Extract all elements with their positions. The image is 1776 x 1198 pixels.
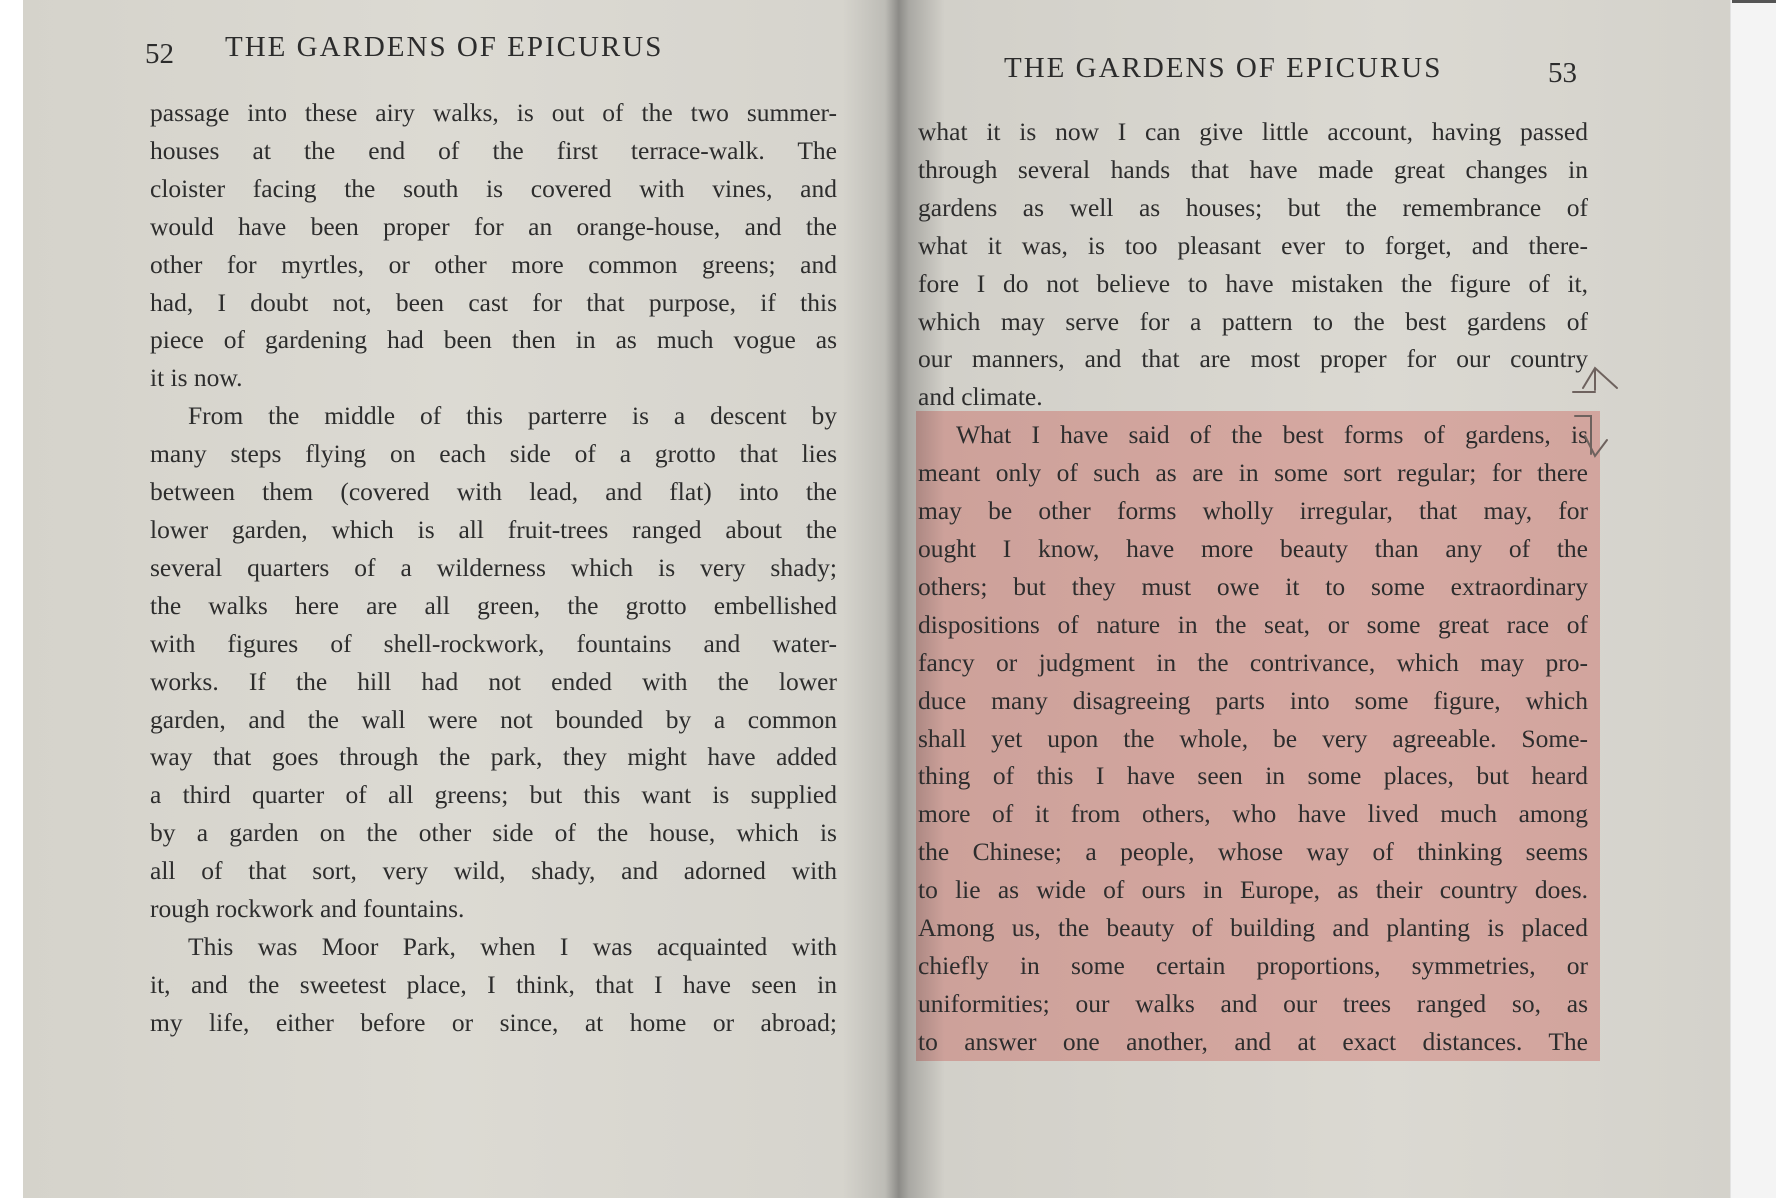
arrow-up-mark-icon — [1565, 358, 1627, 462]
text-line: my life, either before or since, at home or abroad; — [150, 1007, 837, 1037]
left-page-text — [150, 94, 837, 1042]
text-line: gardens as well as houses; but the remembrance of — [918, 192, 1588, 222]
text-line: houses at the end of the first terrace-walk. The — [150, 135, 837, 165]
text-line: ought I know, have more beauty than any of the — [918, 533, 1588, 563]
text-line: more of it from others, who have lived much among — [918, 799, 1588, 829]
text-line: others; but they must owe it to some extraordinary — [918, 571, 1588, 601]
scrollbar-thumb[interactable] — [1732, 0, 1776, 3]
paragraph — [918, 113, 1588, 416]
vertical-scrollbar[interactable] — [1730, 0, 1776, 1198]
paragraph — [150, 928, 837, 1042]
text-line: passage into these airy walks, is out of the two summer- — [150, 98, 837, 127]
text-line: piece of gardening had been then in as much vogue as — [150, 325, 837, 355]
text-line: rough rockwork and fountains. — [150, 894, 465, 924]
text-line: to lie as wide of ours in Europe, as their country does. — [918, 875, 1588, 905]
text-line: other for myrtles, or other more common greens; and — [150, 249, 837, 279]
text-line: would have been proper for an orange-house, and the — [150, 211, 837, 241]
text-line: works. If the hill had not ended with the lower — [150, 666, 837, 696]
text-line: our manners, and that are most proper for our country — [918, 344, 1588, 374]
text-line: which may serve for a pattern to the best gardens of — [918, 306, 1588, 336]
text-line: way that goes through the park, they might have added — [150, 742, 837, 772]
text-line: chiefly in some certain proportions, symmetries, or — [918, 950, 1588, 980]
right-page-text — [918, 113, 1588, 1061]
text-line: and climate. — [918, 382, 1043, 412]
text-line: shall yet upon the whole, be very agreeable. Some- — [918, 723, 1588, 753]
text-line: to answer one another, and at exact distances. The — [918, 1026, 1588, 1056]
text-line: may be other forms wholly irregular, that may, for — [918, 496, 1588, 526]
text-line: it is now. — [150, 363, 243, 393]
text-line: cloister facing the south is covered with vines, and — [150, 173, 837, 203]
right-page-number: 53 — [1548, 57, 1577, 89]
text-line: dispositions of nature in the seat, or some great race of — [918, 609, 1588, 639]
text-line: between them (covered with lead, and flat) into the — [150, 477, 837, 507]
text-line: thing of this I have seen in some places, but heard — [918, 761, 1588, 791]
text-line: uniformities; our walks and our trees ranged so, as — [918, 988, 1588, 1018]
text-line: a third quarter of all greens; but this want is supplied — [150, 780, 837, 810]
text-line: all of that sort, very wild, shady, and adorned with — [150, 856, 837, 886]
text-line: What I have said of the best forms of gardens, is — [956, 420, 1588, 450]
paragraph — [150, 397, 837, 928]
text-line: with figures of shell-rockwork, fountains and water- — [150, 628, 837, 658]
paragraph — [150, 94, 837, 397]
text-line: it, and the sweetest place, I think, that I have seen in — [150, 969, 837, 999]
text-line: what it is now I can give little account, having passed — [918, 117, 1588, 146]
text-line: duce many disagreeing parts into some figure, which — [918, 685, 1588, 715]
text-line: fancy or judgment in the contrivance, which may pro- — [918, 647, 1588, 677]
right-running-head: THE GARDENS OF EPICURUS — [1004, 52, 1443, 84]
text-line: fore I do not believe to have mistaken the figure of it, — [918, 268, 1588, 298]
text-line: had, I doubt not, been cast for that purpose, if this — [150, 287, 837, 317]
text-line: several quarters of a wilderness which is very shady; — [150, 552, 837, 582]
text-line: the walks here are all green, the grotto embellished — [150, 590, 837, 620]
text-line: through several hands that have made great changes in — [918, 154, 1588, 184]
text-line: many steps flying on each side of a grotto that lies — [150, 439, 837, 469]
text-line: Among us, the beauty of building and planting is placed — [918, 913, 1588, 943]
text-line: lower garden, which is all fruit-trees ranged about the — [150, 514, 837, 544]
text-line: the Chinese; a people, whose way of thinking seems — [918, 837, 1588, 867]
text-line: meant only of such as are in some sort regular; for there — [918, 458, 1588, 488]
text-line: From the middle of this parterre is a descent by — [188, 401, 837, 431]
left-running-head: THE GARDENS OF EPICURUS — [225, 31, 664, 63]
text-line: by a garden on the other side of the house, which is — [150, 818, 837, 848]
left-page-number: 52 — [145, 38, 174, 70]
text-line: what it was, is too pleasant ever to forget, and there- — [918, 230, 1588, 260]
text-line: This was Moor Park, when I was acquainted with — [188, 931, 837, 961]
text-line: garden, and the wall were not bounded by a common — [150, 704, 837, 734]
paragraph — [918, 416, 1588, 1060]
